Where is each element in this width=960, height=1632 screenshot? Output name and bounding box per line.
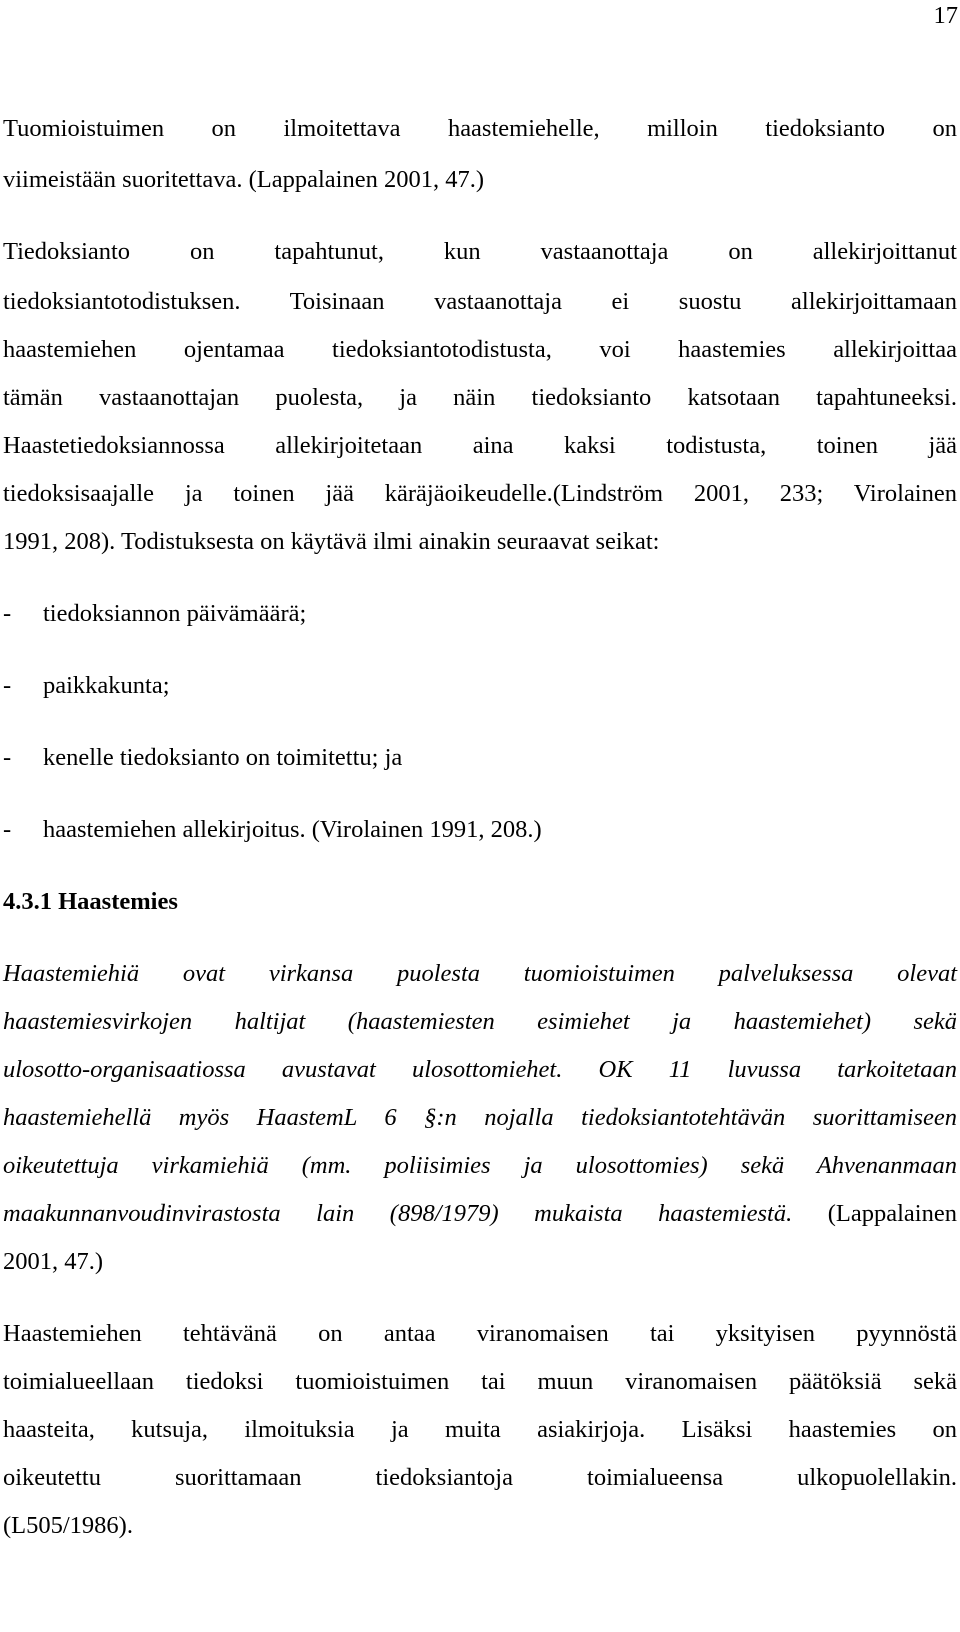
- paragraph-2-line-4: tämän vastaanottajan puolesta, ja näin tiedoksianto katsotaan tapahtuneeksi.: [3, 384, 957, 411]
- list-item: [3, 746, 402, 771]
- paragraph-2-line-3: haastemiehen ojentamaa tiedoksiantotodistusta, voi haastemies allekirjoittaa: [3, 336, 957, 363]
- list-item-text: paikkakunta;: [43, 672, 170, 699]
- paragraph-2-line-6: tiedoksisaajalle ja toinen jää käräjäoikeudelle.(Lindström 2001, 233; Virolainen: [3, 480, 957, 507]
- paragraph-3-line-1: Haastemiehiä ovat virkansa puolesta tuomioistuimen palveluksessa olevat: [3, 960, 957, 987]
- paragraph-3-citation-start: (Lappalainen: [792, 1200, 957, 1227]
- list-item-text: tiedoksiannon päivämäärä;: [43, 600, 307, 627]
- paragraph-3-line-7: 2001, 47.): [3, 1248, 104, 1275]
- list-dash: -: [3, 672, 12, 699]
- paragraph-4-line-2: toimialueellaan tiedoksi tuomioistuimen tai muun viranomaisen päätöksiä sekä: [3, 1368, 957, 1395]
- paragraph-2-line-5: Haastetiedoksiannossa allekirjoitetaan aina kaksi todistusta, toinen jää: [3, 432, 957, 459]
- paragraph-3-line-4: haastemiehellä myös HaastemL 6 §:n nojalla tiedoksiantotehtävän suorittamiseen: [3, 1104, 957, 1131]
- paragraph-3-line-3: ulosotto-organisaatiossa avustavat ulosottomiehet. OK 11 luvussa tarkoitetaan: [3, 1056, 957, 1083]
- paragraph-3-line-2: haastemiesvirkojen haltijat (haastemiesten esimiehet ja haastemiehet) sekä: [3, 1008, 957, 1035]
- paragraph-3-line-6-italic: maakunnanvoudinvirastosta lain (898/1979) mukaista haastemiestä.: [3, 1200, 793, 1227]
- list-item: [3, 674, 170, 699]
- page-number: 17: [933, 2, 958, 29]
- paragraph-4-line-3: haasteita, kutsuja, ilmoituksia ja muita asiakirjoja. Lisäksi haastemies on: [3, 1416, 957, 1443]
- paragraph-3-line-5: oikeutettuja virkamiehiä (mm. poliisimies ja ulosottomies) sekä Ahvenanmaan: [3, 1152, 957, 1179]
- list-item-text: haastemiehen allekirjoitus. (Virolainen 1991, 208.): [43, 816, 542, 843]
- list-dash: -: [3, 816, 12, 843]
- paragraph-1-line-1: Tuomioistuimen on ilmoitettava haastemiehelle, milloin tiedoksianto on: [3, 115, 957, 142]
- paragraph-4-line-4: oikeutettu suorittamaan tiedoksiantoja toimialueensa ulkopuolellakin.: [3, 1464, 957, 1491]
- paragraph-2-line-7: 1991, 208). Todistuksesta on käytävä ilmi ainakin seuraavat seikat:: [3, 528, 660, 555]
- paragraph-1-line-2: viimeistään suoritettava. (Lappalainen 2001, 47.): [3, 166, 485, 193]
- list-item-text: kenelle tiedoksianto on toimitettu; ja: [43, 744, 403, 771]
- list-item: [3, 818, 542, 843]
- list-dash: -: [3, 600, 12, 627]
- list-item: [3, 602, 306, 627]
- paragraph-2-line-2: tiedoksiantotodistuksen. Toisinaan vastaanottaja ei suostu allekirjoittamaan: [3, 288, 957, 315]
- paragraph-4-line-1: Haastemiehen tehtävänä on antaa viranomaisen tai yksityisen pyynnöstä: [3, 1320, 957, 1347]
- list-dash: -: [3, 744, 12, 771]
- paragraph-4-line-5: (L505/1986).: [3, 1512, 133, 1539]
- paragraph-2-line-1: Tiedoksianto on tapahtunut, kun vastaanottaja on allekirjoittanut: [3, 238, 957, 265]
- paragraph-3-line-6: [3, 1202, 957, 1227]
- section-heading: 4.3.1 Haastemies: [3, 888, 178, 915]
